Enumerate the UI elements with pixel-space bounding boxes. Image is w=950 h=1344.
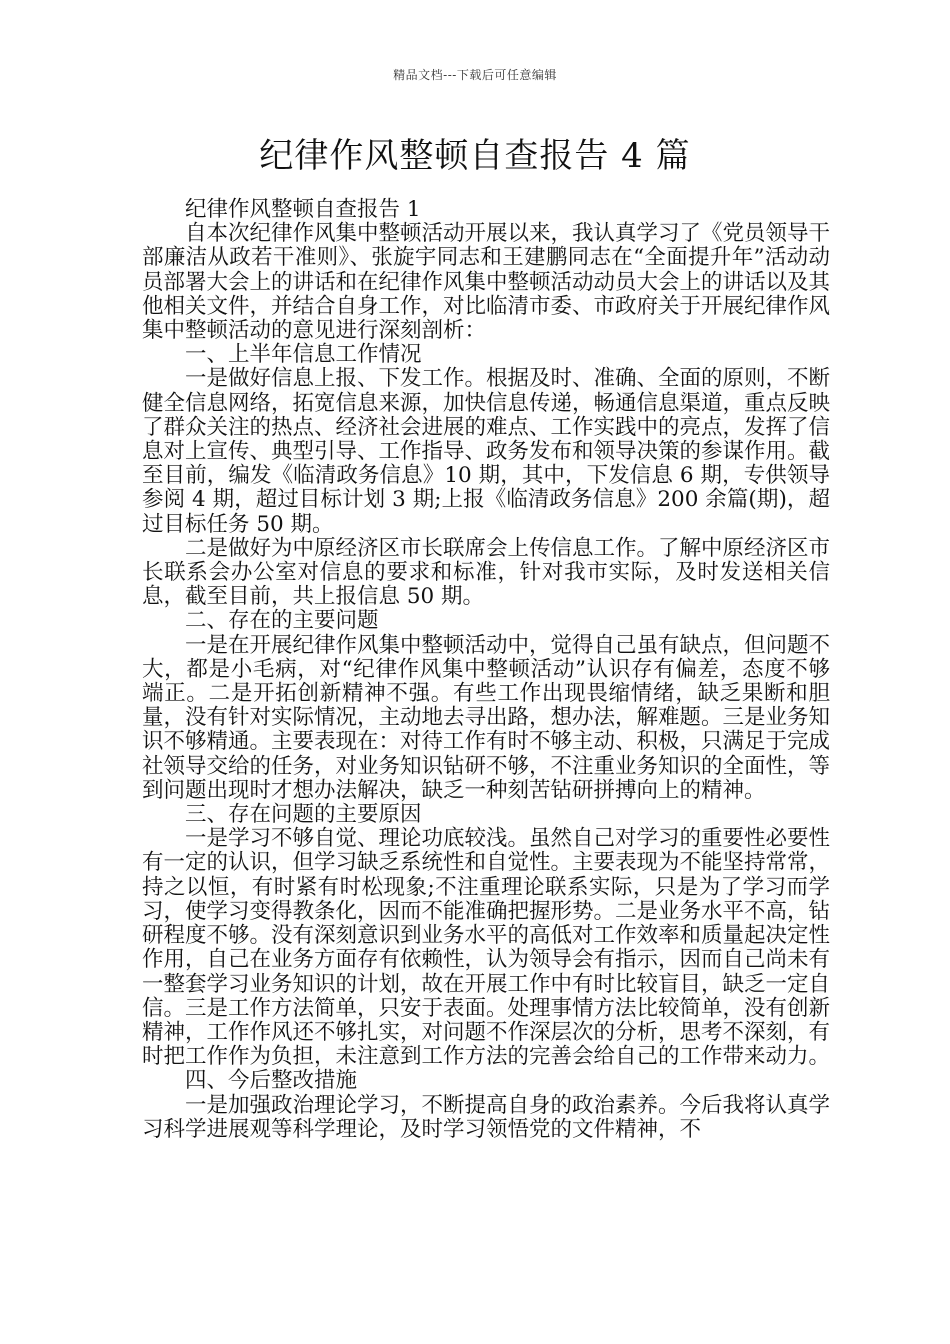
document-title: 纪律作风整顿自查报告 4 篇 xyxy=(259,136,691,176)
paragraph: 一是在开展纪律作风集中整顿活动中，觉得自己虽有缺点，但问题不大，都是小毛病，对“纪律作风集中整顿活动”认识存有偏差，态度不够端正。二是开拓创新精神不强。有些工作出现畏缩情绪，缺乏果断和胆量，没有针对实际情况，主动地去寻出路，想办法，解难题。三是业务知识不够精通。主要表现在：对待工作有时不够主动、积极，只满足于完成社领导交给的任务，对业务知识钻研不够，不注重业务知识的全面性，等到问题出现时才想办法解决，缺乏一种刻苦钻研拼搏向上的精神。 xyxy=(142,632,831,803)
report-subtitle: 纪律作风整顿自查报告 1 xyxy=(185,197,421,222)
header-note: 精品文档---下载后可任意编辑 xyxy=(393,68,557,82)
paragraph: 二是做好为中原经济区市长联席会上传信息工作。了解中原经济区市长联系会办公室对信息的要求和标准，针对我市实际，及时发送相关信息，截至目前，共上报信息 50 期。 xyxy=(142,535,831,610)
section-heading-3: 三、存在问题的主要原因 xyxy=(185,802,422,828)
section-heading-2: 二、存在的主要问题 xyxy=(185,608,379,634)
paragraph: 一是加强政治理论学习，不断提高自身的政治素养。今后我将认真学习科学进展观等科学理论，及时学习领悟党的文件精神，不 xyxy=(142,1092,831,1142)
section-heading-1: 一、上半年信息工作情况 xyxy=(185,342,422,368)
paragraph: 一是做好信息上报、下发工作。根据及时、准确、全面的原则，不断健全信息网络，拓宽信息来源，加快信息传递，畅通信息渠道，重点反映了群众关注的热点、经济社会进展的难点、工作实践中的亮点，发挥了信息对上宣传、典型引导、工作指导、政务发布和领导决策的参谋作用。截至目前，编发《临清政务信息》10 期，其中，下发信息 6 期，专供领导参阅 4 期，超过目标计划 3 期;上报《临清政务信息》200 余篇(期)，超过目标任务 50 期。 xyxy=(142,366,831,537)
paragraph: 一是学习不够自觉、理论功底较浅。虽然自己对学习的重要性必要性有一定的认识，但学习缺乏系统性和自觉性。主要表现为不能坚持常常，持之以恒，有时紧有时松现象;不注重理论联系实际，只是为了学习而学习，使学习变得教条化，因而不能准确把握形势。二是业务水平不高，钻研程度不够。没有深刻意识到业务水平的高低对工作效率和质量起决定性作用，自己在业务方面存有依赖性，认为领导会有指示，因而自己尚未有一整套学习业务知识的计划，故在开展工作中有时比较盲目，缺乏一定自信。三是工作方法简单，只安于表面。处理事情方法比较简单，没有创新精神，工作作风还不够扎实，对问题不作深层次的分析，思考不深刻，有时把工作作为负担，未注意到工作方法的完善会给自己的工作带来动力。 xyxy=(142,826,831,1070)
section-heading-4: 四、今后整改措施 xyxy=(185,1068,358,1094)
paragraph-intro: 自本次纪律作风集中整顿活动开展以来，我认真学习了《党员领导干部廉洁从政若干准则》、张旋宇同志和王建鹏同志在“全面提升年”活动动员部署大会上的讲话和在纪律作风集中整顿活动动员大会上的讲话以及其他相关文件，并结合自身工作，对比临清市委、市政府关于开展纪律作风集中整顿活动的意见进行深刻剖析： xyxy=(142,221,831,344)
document-body xyxy=(142,198,830,1142)
